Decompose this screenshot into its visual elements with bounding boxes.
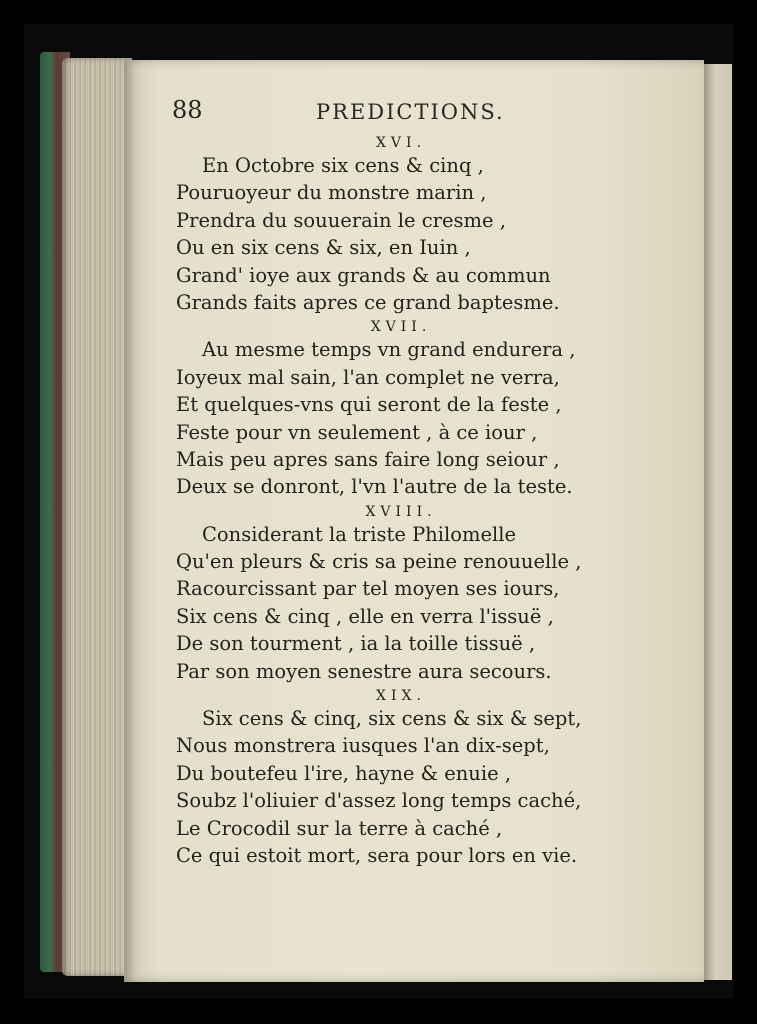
verse-line: Prendra du souuerain le cresme , — [176, 208, 506, 232]
verse-line: De son tourment , ia la toille tissuë , — [176, 632, 536, 656]
stanza-numeral: XVII. — [370, 319, 432, 336]
stanza-numeral: XIX. — [376, 688, 426, 705]
stanza-19 — [176, 687, 596, 869]
verse-line: Et quelques-vns qui seront de la feste , — [176, 393, 562, 417]
verse-line: Au mesme temps vn grand endurera , — [202, 338, 576, 362]
verse-line: Nous monstrera iusques l'an dix-sept, — [176, 734, 550, 758]
verse-line: En Octobre six cens & cinq , — [202, 154, 484, 177]
stanza-16 — [176, 134, 596, 316]
verse-line: Qu'en pleurs & cris sa peine renouuelle , — [176, 550, 582, 574]
verse-line: Ce qui estoit mort, sera pour lors en vie. — [176, 843, 578, 867]
stanza-numeral: XVI. — [375, 135, 427, 151]
verse-line: Racourcissant par tel moyen ses iours, — [176, 577, 560, 601]
verse-line: Du boutefeu l'ire, hayne & enuie , — [176, 761, 512, 785]
verse-line: Ioyeux mal sain, l'an complet ne verra, — [176, 365, 560, 389]
verse-line: Feste pour vn seulement , à ce iour , — [176, 420, 538, 444]
verse-line: Soubz l'oliuier d'assez long temps caché, — [176, 789, 582, 813]
verse-line: Par son moyen senestre aura secours. — [176, 659, 552, 683]
verse-line: Grands faits apres ce grand baptesme. — [176, 290, 560, 314]
verse-line: Considerant la triste Philomelle — [202, 522, 516, 546]
stanza-18 — [176, 503, 596, 685]
stanza-17 — [176, 318, 596, 500]
verse-line: Grand' ioye aux grands & au commun — [176, 263, 551, 287]
facing-page-edge — [704, 64, 732, 980]
verse-line: Deux se donront, l'vn l'autre de la teste. — [176, 475, 573, 499]
verse-line: Le Crocodil sur la terre à caché , — [176, 816, 503, 840]
poem-text — [176, 134, 596, 871]
verse-line: Six cens & cinq , elle en verra l'issuë , — [176, 604, 554, 628]
page-edges — [62, 58, 132, 976]
running-title: PREDICTIONS. — [316, 100, 505, 124]
verse-line: Six cens & cinq, six cens & six & sept, — [202, 707, 582, 731]
stanza-numeral: XVIII. — [365, 503, 437, 520]
verse-line: Mais peu apres sans faire long seiour , — [176, 447, 560, 471]
page-number: 88 — [172, 96, 203, 124]
verse-line: Ou en six cens & six, en Iuin , — [176, 236, 471, 260]
verse-line: Pouruoyeur du monstre marin , — [176, 181, 487, 205]
running-head — [172, 96, 542, 130]
